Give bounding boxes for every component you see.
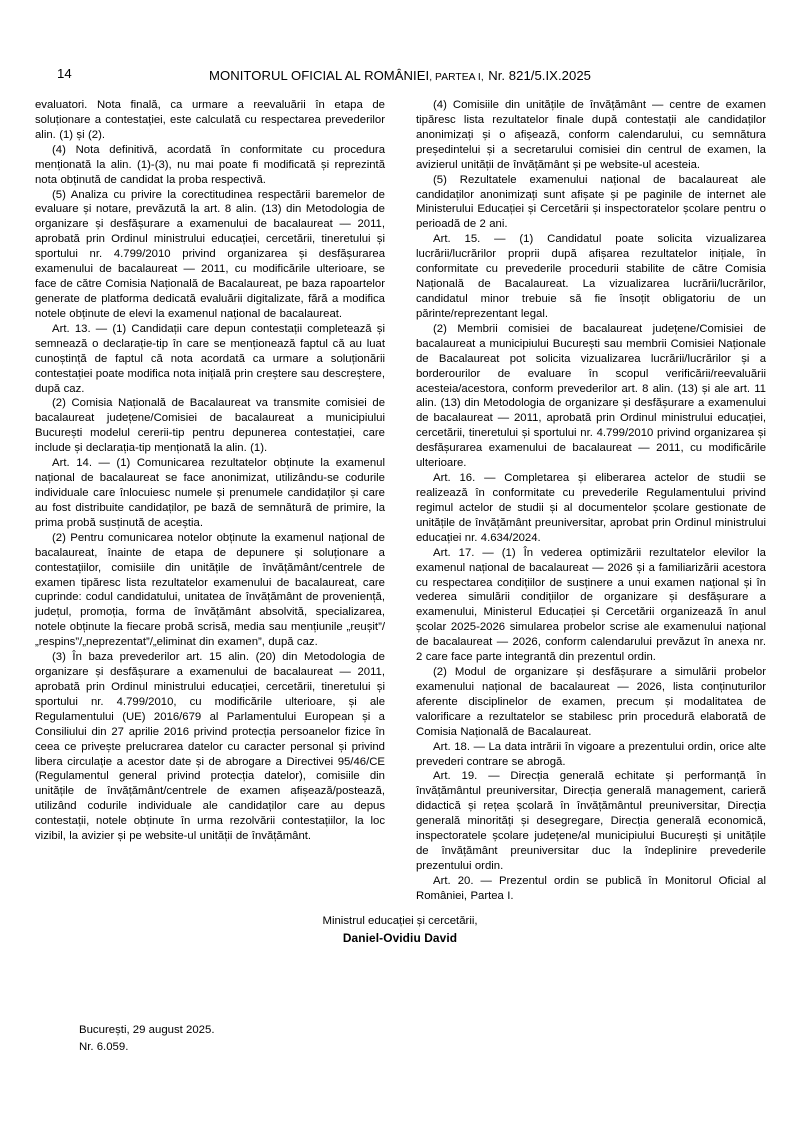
running-head xyxy=(0,66,800,88)
paragraph-p-art14-4: (4) Comisiile din unitățile de învățământ — centre de examen tipăresc lista rezultatelor finale după contestații ale candidaților anonimizați și o afișează, conform calendarului, cu semnătura președintelui și a secretarului comisiei din centrul de examen, la avizierul unității de învățământ și pe website-ul acesteia. xyxy=(416,99,766,171)
paragraph-p-art14-3: (3) În baza prevederilor art. 15 alin. (20) din Metodologia de organizare și desfășurare a examenului de bacalaureat — 2011, aprobată prin Ordinul ministrului educației, cercetării, tineretului și sportului nr. 4.799/2010, cu modificările ulterioare, și ale Regulamentului (UE) 2016/679 al Parlamentului European și a Consiliului din 27 aprilie 2016 privind protecția persoanelor fizice în ceea ce privește prelucrarea datelor cu caracter personal și privind libera circulație a acestor date și de abrogare a Directivei 95/46/CE (Regulamentul general privind protecția datelor), comisiile din unitățile de învățământ/centrele de examen afișează/postează, utilizând codurile individuale ale candidaților care au depus contestații, notele obținute în urma rezolvării contestațiilor, la loc vizibil, la avizier și pe website-ul unității de învățământ. xyxy=(35,651,385,843)
paragraph-p-art14-2: (2) Pentru comunicarea notelor obținute la examenul național de bacalaureat, înainte de etapa de depunere și soluționare a contestațiilor, comisiile din unitățile de învățământ/centrele de examen tipăresc lista rezultatelor examenului de bacalaureat, care cuprinde: codul candidatului, unitatea de învățământ de proveniență, județul, promoția, forma de învățământ absolvită, specializarea, notele obținute la fiecare probă scrisă, media sau mențiunile „reușit”/„respins”/„neprezentat”/„eliminat din examen”, după caz. xyxy=(35,531,385,649)
signature-role: Ministrul educației și cercetării, xyxy=(322,915,478,927)
publication-issue: Nr. 821/5.IX.2025 xyxy=(488,68,591,83)
page-title xyxy=(0,67,800,85)
paragraph-p-art17-1: Art. 17. — (1) În vederea optimizării rezultatelor elevilor la examenul național de bacalaureat — 2026 și a familiarizării acestora cu respectarea condițiilor de susținere a unui examen național și în vederea simulării condițiilor de organizare și desfășurare a examenului, Ministerul Educației și Cercetării organizează în anul școlar 2025-2026 simularea probelor scrise ale examenului național de bacalaureat — 2026, conform calendarului prevăzut în anexa nr. 2 care face parte integrantă din prezentul ordin. xyxy=(416,546,766,664)
paragraph-p-art15-1: Art. 15. — (1) Candidatul poate solicita vizualizarea lucrării/lucrărilor proprii după afișarea rezultatelor inițiale, în conformitate cu prevederile procedurii stabilite de către Comisia Națională de Bacalaureat. La vizualizarea lucrării/lucrărilor, candidatul minor trebuie să fie însoțit obligatoriu de un părinte/reprezentant legal. xyxy=(416,233,766,320)
document-footer xyxy=(79,1022,215,1055)
footer-place-date: București, 29 august 2025. xyxy=(79,1024,215,1036)
publication-part: , PARTEA I, xyxy=(429,72,484,83)
paragraph-p-art13-2: (2) Comisia Națională de Bacalaureat va transmite comisiei de bacalaureat județene/Comisiei de bacalaureat a municipiului București modelul cererii-tip pentru depunerea contestației, care include și declarația-tip menționată la alin. (1). xyxy=(35,397,385,455)
publication-name: MONITORUL OFICIAL AL ROMÂNIEI xyxy=(209,68,430,83)
paragraph-p-art18: Art. 18. — La data intrării în vigoare a prezentului ordin, orice alte prevederi contrare se abrogă. xyxy=(416,740,766,768)
paragraph-p-art19: Art. 19. — Direcția generală echitate și performanță în învățământul preuniversitar, Direcția generală management, carieră didactică și rețea școlară în învățământul preuniversitar, Direcția generală minorități și desegregare, Direcția generală economică, inspectoratele școlare județene/al municipiului București și unitățile de învățământ preuniversitar duc la îndeplinire prevederile prezentului ordin. xyxy=(416,770,766,873)
footer-number: Nr. 6.059. xyxy=(79,1040,129,1053)
paragraph-p-art17-2: (2) Modul de organizare și desfășurare a simulării probelor examenului național de bacalaureat — 2026, lista conținuturilor aferente disciplinelor de examen, precum și modalitatea de valorificare a rezultatelor se stabilesc prin procedură elaborată de Comisia Națională de Bacalaureat. xyxy=(416,666,766,738)
column-left xyxy=(35,98,385,844)
paragraph-p-art14-5: (5) Rezultatele examenului național de bacalaureat ale candidaților anonimizați sunt afișate și pe paginile de internet ale Ministerului Educației și Cercetării și inspectoratelor școlare pentru o perioadă de 2 ani. xyxy=(416,173,766,231)
paragraph-p-art12-3-cont: evaluatori. Nota finală, ca urmare a reevaluării în etapa de soluționare a contestației, este calculată cu respectarea prevederilor alin. (1) și (2). xyxy=(35,99,385,141)
paragraph-p-art16: Art. 16. — Completarea și eliberarea actelor de studii se realizează în conformitate cu prevederile Regulamentului privind regimul actelor de studii și al documentelor școlare gestionate de unitățile de învățământ preuniversitar, aprobat prin Ordinul ministrului educației nr. 4.634/2024. xyxy=(416,472,766,544)
paragraph-p-art14-1: Art. 14. — (1) Comunicarea rezultatelor obținute la examenul național de bacalaureat se face anonimizat, utilizându-se codurile individuale care înlocuiesc numele și prenumele candidaților și care au fost distribuite candidaților, pe bază de semnătură de primire, la prima probă susținută de aceștia. xyxy=(35,457,385,529)
paragraph-p-art20: Art. 20. — Prezentul ordin se publică în Monitorul Oficial al României, Partea I. xyxy=(416,874,766,902)
paragraph-p-art15-2: (2) Membrii comisiei de bacalaureat județene/Comisiei de bacalaureat a municipiului București sau membrii Comisiei Naționale de Bacalaureat pot solicita vizualizarea lucrării/lucrărilor și a borderourilor de evaluare în scopul verificării/reevaluării acesteia/acestora, conform prevederilor art. 8 alin. (13) și ale art. 11 alin. (13) din Metodologia de organizare și desfășurare a examenului de bacalaureat — 2011, aprobată prin Ordinul ministrului educației, cercetării, tineretului și sportului nr. 4.799/2010 privind organizarea și desfășurarea examenului de bacalaureat — 2011, cu modificările ulterioare. xyxy=(416,322,766,470)
column-right xyxy=(416,98,766,904)
signature-name: Daniel-Ovidiu David xyxy=(342,930,458,945)
paragraph-p-art12-4: (4) Nota definitivă, acordată în conformitate cu procedura menționată la alin. (1)-(3), nu mai poate fi modificată și reprezintă nota obținută de candidat la proba respectivă. xyxy=(35,143,385,186)
page-number: 14 xyxy=(57,66,72,81)
paragraph-p-art13-1: Art. 13. — (1) Candidații care depun contestații completează și semnează o declarație-tip în care se menționează faptul că au luat cunoștință de faptul că nota acordată ca urmare a soluționării contestației poate modifica nota inițială prin creștere sau descreștere, după caz. xyxy=(35,322,385,395)
paragraph-p-art12-5: (5) Analiza cu privire la corectitudinea respectării baremelor de evaluare și notare, prevăzută la art. 8 alin. (13) din Metodologia de organizare și desfășurare a examenului de bacalaureat — 2011, aprobată prin Ordinul ministrului educației, cercetării, tineretului și sportului nr. 4.799/2010 privind organizarea și desfășurarea examenului de bacalaureat — 2011, cu modificările ulterioare, se face de către Comisia Națională de Bacalaureat, pe baza rapoartelor generate de platforma dedicată evaluării digitalizate, fără a modifica notele obținute de elevi la examenul național de bacalaureat. xyxy=(35,188,385,320)
signature-block xyxy=(0,914,800,946)
